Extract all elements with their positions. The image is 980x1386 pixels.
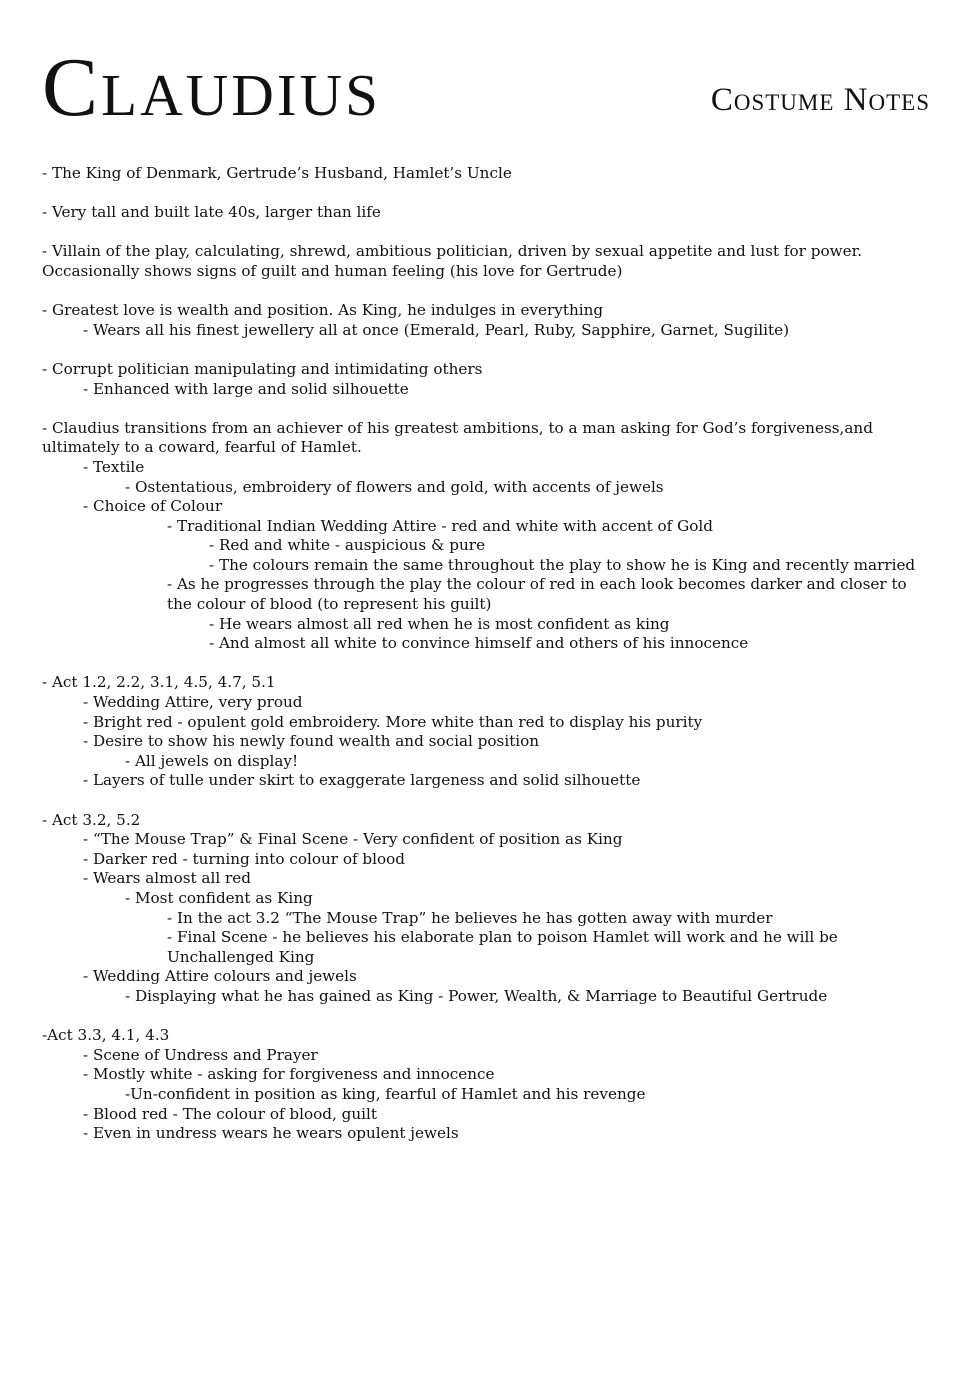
costume-notes-body — [42, 164, 934, 1144]
note-line: -Act 3.3, 4.1, 4.3 — [42, 1026, 170, 1045]
paragraph-gap — [42, 791, 934, 811]
note-line: - Wedding Attire, very proud — [83, 693, 303, 712]
note-line: - All jewels on display! — [125, 751, 299, 770]
note-line: - And almost all white to convince himself and others of his innocence — [209, 634, 749, 653]
note-line: - Darker red - turning into colour of blood — [83, 849, 406, 868]
note-line: - Desire to show his newly found wealth and social position — [83, 732, 540, 751]
paragraph-gap — [42, 184, 934, 204]
note-line: - Most confident as King — [125, 888, 313, 907]
note-line: - Wedding Attire colours and jewels — [83, 967, 357, 986]
note-line: - Red and white - auspicious & pure — [209, 536, 486, 555]
note-line: - Even in undress wears he wears opulent jewels — [83, 1124, 459, 1143]
note-line: - “The Mouse Trap” & Final Scene - Very confident of position as King — [83, 830, 623, 849]
note-line: - Very tall and built late 40s, larger than life — [42, 203, 381, 222]
note-line: - In the act 3.2 “The Mouse Trap” he believes he has gotten away with murder — [167, 908, 773, 927]
paragraph-gap — [42, 340, 934, 360]
note-line: - Mostly white - asking for forgiveness and innocence — [83, 1065, 495, 1084]
note-line: - Blood red - The colour of blood, guilt — [83, 1104, 377, 1123]
note-line: - Wears all his finest jewellery all at once (Emerald, Pearl, Ruby, Sapphire, Garnet, Sugilite) — [83, 320, 789, 339]
note-line: -Un-confident in position as king, fearful of Hamlet and his revenge — [125, 1084, 646, 1103]
paragraph-gap — [42, 399, 934, 419]
note-line: - The King of Denmark, Gertrude’s Husband, Hamlet’s Uncle — [42, 164, 512, 182]
note-line: - Final Scene - he believes his elaborate plan to poison Hamlet will work and he will be Unchallenged King — [167, 928, 838, 966]
note-line: - Scene of Undress and Prayer — [83, 1045, 318, 1064]
note-line: - Claudius transitions from an achiever of his greatest ambitions, to a man asking for God’s forgiveness,and ultimately to a coward, fearful of Hamlet. — [42, 418, 873, 457]
note-line: - Choice of Colour — [83, 497, 223, 516]
note-line: - Villain of the play, calculating, shrewd, ambitious politician, driven by sexual appetite and lust for power. Occasionally shows signs of guilt and human feeling (his love for Gertrude) — [42, 242, 863, 280]
note-line: - He wears almost all red when he is most confident as king — [209, 614, 670, 633]
note-line: - Traditional Indian Wedding Attire - red and white with accent of Gold — [167, 516, 713, 535]
note-line: - Displaying what he has gained as King - Power, Wealth, & Marriage to Beautiful Gertrude — [125, 986, 828, 1005]
page-subtitle: Costume Notes — [710, 82, 930, 118]
note-line: - Greatest love is wealth and position. As King, he indulges in everything — [42, 301, 604, 320]
note-line: - Enhanced with large and solid silhouette — [83, 379, 409, 398]
paragraph-gap — [42, 654, 934, 674]
note-line: - The colours remain the same throughout the play to show he is King and recently married — [209, 555, 916, 574]
paragraph-gap — [42, 223, 934, 243]
note-line: - Ostentatious, embroidery of flowers and gold, with accents of jewels — [125, 477, 664, 496]
note-line: - Bright red - opulent gold embroidery. More white than red to display his purity — [83, 712, 703, 731]
note-line: - Layers of tulle under skirt to exaggerate largeness and solid silhouette — [83, 771, 641, 790]
note-line: - Corrupt politician manipulating and intimidating others — [42, 359, 483, 378]
note-line: - Act 3.2, 5.2 — [42, 810, 141, 829]
note-line: - As he progresses through the play the colour of red in each look becomes darker and closer to the colour of blood (to represent his guilt) — [167, 575, 907, 614]
note-line: - Act 1.2, 2.2, 3.1, 4.5, 4.7, 5.1 — [42, 673, 276, 692]
paragraph-gap — [42, 282, 934, 302]
note-line: - Wears almost all red — [83, 869, 252, 888]
paragraph-gap — [42, 1007, 934, 1027]
note-line: - Textile — [83, 457, 145, 476]
page-title: Claudius — [42, 41, 381, 134]
